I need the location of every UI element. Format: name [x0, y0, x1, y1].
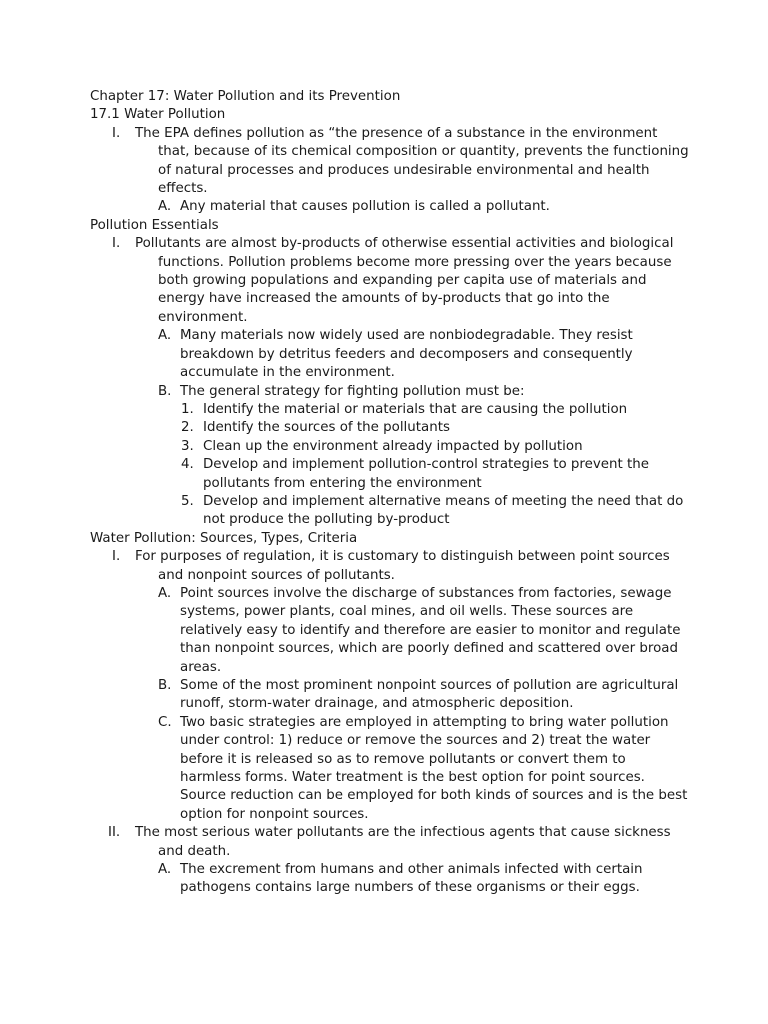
list-marker: A.	[158, 199, 172, 215]
list-item-text: Pollutants are almost by-products of otherwise essential activities and biological functions. Pollution problems become more pressing over the years because both growing populations and expanding per capita use of materials and energy have increased the amounts of by-products that go into the environment.	[135, 236, 674, 325]
list-item	[90, 401, 690, 419]
list-item-text: Any material that causes pollution is called a pollutant.	[180, 199, 550, 215]
list-marker: 3.	[181, 438, 194, 454]
list-marker: A.	[158, 328, 172, 344]
list-item	[90, 235, 690, 327]
list-item	[90, 493, 690, 530]
list-item	[90, 198, 690, 216]
list-item-text: The excrement from humans and other animals infected with certain pathogens contains large numbers of these organisms or their eggs.	[180, 862, 643, 896]
list-marker: B.	[158, 383, 172, 399]
list-item	[90, 327, 690, 382]
list-marker: B.	[158, 678, 172, 693]
list-item-text: Point sources involve the discharge of substances from factories, sewage systems, power plants, coal mines, and oil wells. These sources are relatively easy to identify and therefore are easier to monitor and regulate than nonpoint sources, which are poorly defined and scattered over broad areas.	[180, 585, 681, 675]
list-marker: A.	[158, 585, 172, 601]
list-item	[90, 585, 690, 677]
list-marker: I.	[112, 549, 121, 565]
list-item-text: The general strategy for fighting pollution must be:	[180, 383, 525, 399]
list-item-text: Many materials now widely used are nonbiodegradable. They resist breakdown by detritus feeders and decomposers and consequently accumulate in the environment.	[180, 328, 633, 381]
list-item	[90, 548, 690, 585]
list-marker: 1.	[181, 401, 194, 417]
list-item-text: The EPA defines pollution as “the presence of a substance in the environment that, because of its chemical composition or quantity, prevents the functioning of natural processes and produces undesirable environmental and health effects.	[135, 125, 689, 197]
list-item	[90, 419, 690, 437]
section-title-water-pollution: Water Pollution: Sources, Types, Criteria	[90, 530, 358, 546]
list-marker: 2.	[181, 420, 194, 436]
list-item	[90, 677, 690, 714]
list-marker: II.	[108, 825, 121, 841]
list-item-text: For purposes of regulation, it is customary to distinguish between point sources and nonpoint sources of pollutants.	[135, 549, 670, 583]
list-marker: 4.	[181, 457, 194, 473]
list-item	[90, 861, 690, 898]
list-item-text: Clean up the environment already impacted by pollution	[203, 438, 583, 454]
list-marker: C.	[158, 714, 172, 730]
list-item	[90, 714, 690, 824]
list-item-text: Develop and implement pollution-control strategies to prevent the pollutants from entering the environment	[203, 457, 650, 491]
list-marker: 5.	[181, 493, 194, 509]
list-item	[90, 438, 690, 456]
list-item	[90, 125, 690, 199]
list-item-text: The most serious water pollutants are the infectious agents that cause sickness and death.	[135, 825, 671, 859]
list-marker: I.	[112, 125, 121, 141]
list-item-text: Identify the material or materials that are causing the pollution	[203, 401, 628, 417]
list-item-text: Some of the most prominent nonpoint sources of pollution are agricultural runoff, storm-water drainage, and atmospheric deposition.	[180, 678, 679, 712]
list-item	[90, 824, 690, 861]
list-item-text: Develop and implement alternative means of meeting the need that do not produce the polluting by-product	[203, 493, 684, 528]
chapter-heading: Chapter 17: Water Pollution and its Prevention	[90, 89, 401, 104]
section-title-pollution-essentials: Pollution Essentials	[90, 217, 219, 233]
list-item	[90, 383, 690, 401]
list-marker: I.	[112, 236, 121, 252]
section-title-17-1: 17.1 Water Pollution	[90, 107, 226, 123]
document-page	[90, 88, 690, 898]
list-marker: A.	[158, 862, 172, 878]
list-item-text: Two basic strategies are employed in attempting to bring water pollution under control: 1) reduce or remove the sources and 2) treat the water before it is released so as to remove pollutants or convert them to harmless forms. Water treatment is the best option for point sources. Source reduction can be employed for both kinds of sources and is the best option for nonpoint sources.	[180, 714, 688, 822]
list-item	[90, 456, 690, 493]
list-item-text: Identify the sources of the pollutants	[203, 420, 450, 436]
